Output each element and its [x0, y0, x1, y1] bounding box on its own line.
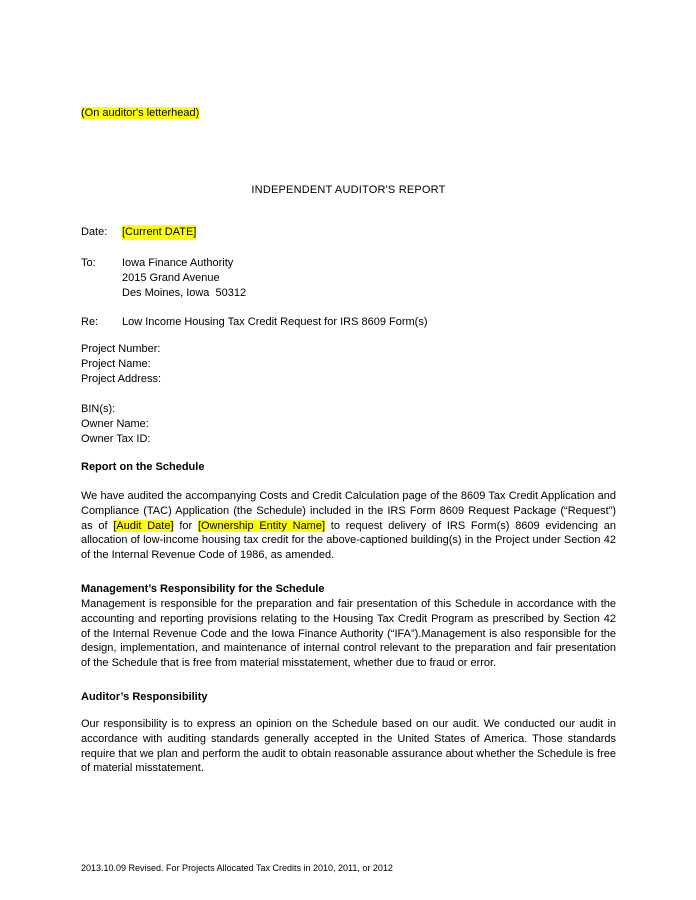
audit-date-placeholder: [Audit Date]	[113, 519, 174, 532]
report-section-heading: Report on the Schedule	[81, 461, 205, 473]
letterhead-note	[81, 106, 616, 121]
auditor-section-heading: Auditor’s Responsibility	[81, 690, 208, 703]
recipient-block	[81, 256, 616, 301]
report-section-paragraph	[81, 489, 616, 563]
letterhead-note-highlight: (On auditor's letterhead)	[81, 107, 200, 119]
re-label: Re:	[81, 316, 99, 328]
document-title: INDEPENDENT AUDITOR'S REPORT	[251, 184, 446, 196]
owner-info-block	[81, 402, 616, 447]
report-para-text: We have audited the accompanying Costs and Credit Calculation page of the 8609 Tax Credit Application and Compliance (TAC) Application (the Schedule) included in the IRS Form 8609 Request Package (“Request”) as of	[81, 490, 616, 532]
to-label: To:	[81, 257, 96, 269]
project-info-block	[81, 342, 616, 387]
recipient-line: 2015 Grand Avenue	[122, 272, 220, 284]
revision-footer: 2013.10.09 Revised. For Projects Allocated Tax Credits in 2010, 2011, or 2012	[81, 863, 393, 873]
project-name-label: Project Name:	[81, 358, 151, 370]
owner-name-label: Owner Name:	[81, 418, 149, 430]
recipient-line: Iowa Finance Authority	[122, 257, 234, 269]
owner-tax-id-label: Owner Tax ID:	[81, 433, 151, 445]
date-value-placeholder: [Current DATE]	[122, 226, 197, 238]
date-row	[81, 225, 616, 240]
recipient-line: Des Moines, Iowa 50312	[122, 287, 247, 299]
date-label: Date:	[81, 226, 108, 238]
project-number-label: Project Number:	[81, 343, 161, 355]
re-value: Low Income Housing Tax Credit Request for IRS 8609 Form(s)	[122, 316, 428, 328]
bin-label: BIN(s):	[81, 403, 116, 415]
management-section-heading: Management’s Responsibility for the Schedule	[81, 582, 325, 595]
recipient-address	[122, 256, 246, 301]
project-address-label: Project Address:	[81, 373, 162, 385]
auditor-section-paragraph: Our responsibility is to express an opinion on the Schedule based on our audit. We conducted our audit in accordance with auditing standards generally accepted in the United States of America. Those standards require that we plan and perform the audit to obtain reasonable assurance about whether the Schedule is free of material misstatement.	[81, 717, 616, 775]
ownership-entity-placeholder: [Ownership Entity Name]	[197, 519, 326, 532]
report-para-text: for	[173, 519, 198, 532]
management-section-paragraph: Management is responsible for the preparation and fair presentation of this Schedule in accordance with the accounting and reporting provisions relating to the Housing Tax Credit Program as prescribed by Section 42 of the Internal Revenue Code and the Iowa Finance Authority (“IFA”).Management is also responsible for the design, implementation, and maintenance of internal control relevant to the preparation and fair presentation of the Schedule that is free from material misstatement, whether due to fraud or error.	[81, 597, 616, 670]
report-para-text: to request delivery of IRS Form(s) 8609 evidencing an allocation of low-income housing tax credit for the above-captioned building(s) in the Project under Section 42 of the Internal Revenue Code of 1986, as amended.	[81, 519, 617, 562]
re-row	[81, 315, 616, 330]
